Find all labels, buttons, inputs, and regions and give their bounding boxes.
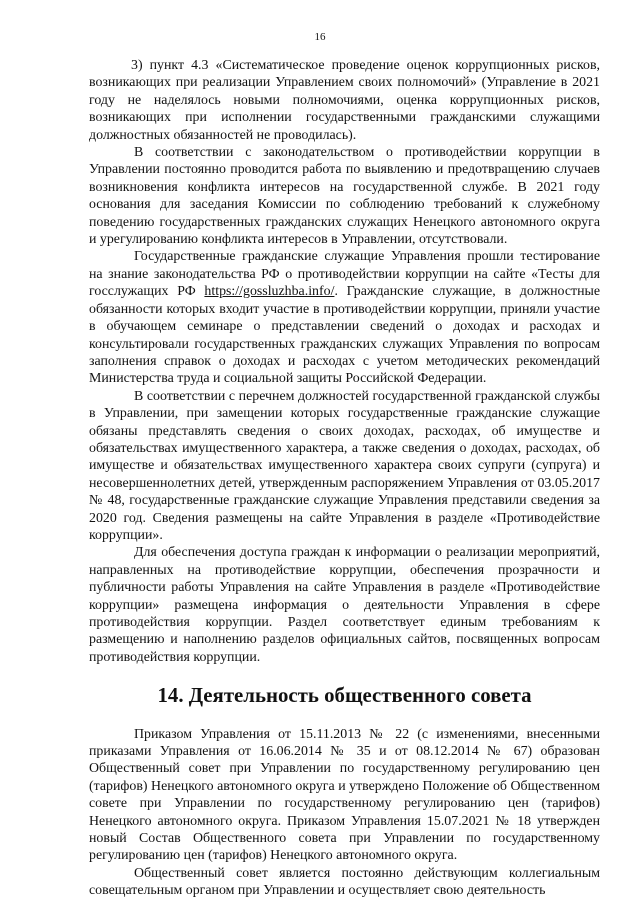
paragraph-testing xyxy=(89,248,600,387)
paragraph-council-role: Общественный совет является постоянно действующим коллегиальным совещательным органом при Управлении и осуществляет свою деятельность xyxy=(89,865,600,899)
gossluzhba-link[interactable]: https://gossluzhba.info/ xyxy=(204,284,335,300)
testing-text-before: Государственные гражданские служащие Управления прошли тестирование на знание законодательства РФ о противодействии коррупции на сайте «Тесты для госслужащих РФ xyxy=(89,249,600,300)
paragraph-website-section: Для обеспечения доступа граждан к информации о реализации мероприятий, направленных на противодействие коррупции, обеспечения прозрачности и публичности работы Управления на сайте Управления в разделе «Противодействие коррупции» размещена информация о деятельности Управления в сфере противодействия коррупции. Раздел соответствует единым требованиям к размещению и наполнению разделов официальных сайтов, посвященных вопросам противодействия коррупции. xyxy=(89,545,600,665)
section-heading: 14. Деятельность общественного совета xyxy=(157,683,532,708)
document-body xyxy=(89,57,600,900)
paragraph-conflict-of-interest: В соответствии с законодательством о противодействии коррупции в Управлении постоянно проводится работа по выявлению и предотвращению случаев возникновения конфликта интересов на государственной службе. В 2021 году основания для заседания Комиссии по соблюдению требований к служебному поведению государственных гражданских служащих Ненецкого автономного округа и урегулированию конфликта интересов в Управлении, отсутствовали. xyxy=(89,145,600,248)
paragraph-income-declarations: В соответствии с перечнем должностей государственной гражданской службы в Управлении, при замещении которых государственные гражданские служащие обязаны представлять сведения о своих доходах, расходах, об имуществе и обязательствах имущественного характера, а также сведения о доходах, расходах, об имуществе и обязательствах имущественного характера своих супруги (супруга) и несовершеннолетних детей, утвержденным распоряжением Управления от 03.05.2017 № 48, государственные гражданские служащие Управления представили сведения за 2020 год. Сведения размещены на сайте Управления в разделе «Противодействие коррупции». xyxy=(89,388,600,543)
testing-text-after: . Гражданские служащие, в должностные обязанности которых входит участие в противодействии коррупции, приняли участие в обучающем семинаре о представлении сведений о доходах и расходах и консультировали государственных гражданских служащих Управления по вопросам заполнения справок о доходах и расходах с учетом методических рекомендаций Министерства труда и социальной защиты Российской Федерации. xyxy=(89,284,601,387)
paragraph-council-founding: Приказом Управления от 15.11.2013 № 22 (с изменениями, внесенными приказами Управления от 16.06.2014 № 35 и от 08.12.2014 № 67) образован Общественный совет при Управлении по государственному регулированию цен (тарифов) Ненецкого автономного округа и утверждено Положение об Общественном совете при Управлении по государственному регулированию цен (тарифов) Ненецкого автономного округа. Приказом Управления 15.07.2021 № 18 утвержден новый Состав Общественного совета при Управлении по государственному регулированию цен (тарифов) Ненецкого автономного округа. xyxy=(89,726,600,864)
page-number: 16 xyxy=(314,31,326,43)
paragraph-risk-assessment: 3) пункт 4.3 «Систематическое проведение оценок коррупционных рисков, возникающих при реализации Управлением своих полномочий» (Управление в 2021 году не наделялось новыми полномочиями, оценка коррупционных рисков, возникающих при исполнении государственными гражданскими служащими должностных обязанностей не проводилась). xyxy=(89,58,600,143)
